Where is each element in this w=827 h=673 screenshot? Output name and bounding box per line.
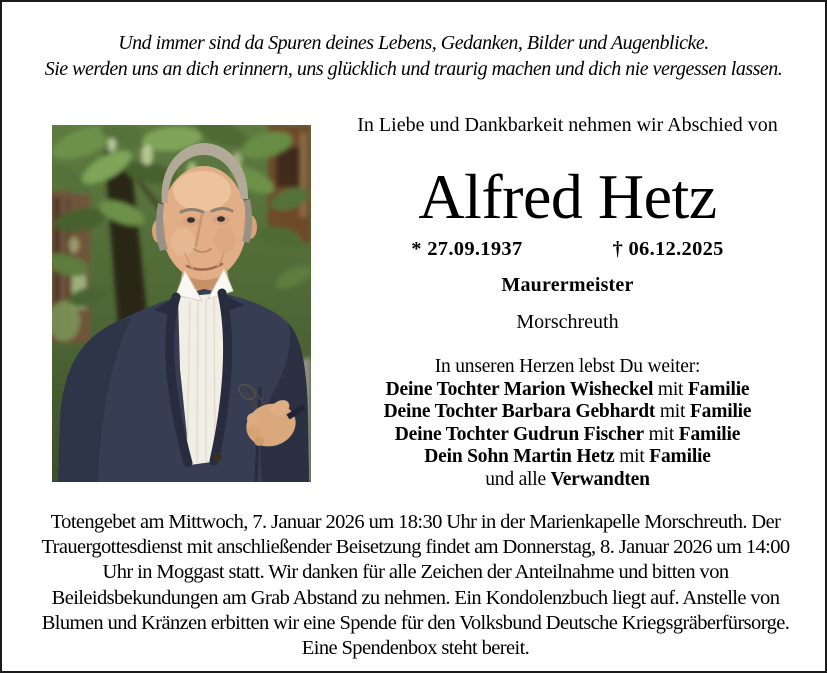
birth-date: * 27.09.1937: [411, 238, 523, 260]
residence: Morschreuth: [516, 311, 619, 333]
mourner-name: Deine Tochter Marion Wisheckel: [385, 378, 654, 400]
mourner-name: Deine Tochter Gudrun Fischer: [394, 423, 644, 445]
deceased-name: Alfred Hetz: [418, 161, 717, 232]
mourner-family: Familie: [687, 378, 750, 400]
mourners-closing-line: [311, 469, 824, 492]
mourner-name: Deine Tochter Barbara Gebhardt: [383, 401, 656, 422]
mourners-intro: In unseren Herzen lebst Du weiter:: [434, 356, 701, 377]
death-date: † 06.12.2025: [612, 238, 724, 260]
epigraph: [2, 30, 825, 82]
mourner-entry: [311, 446, 824, 469]
closing-prefix: und alle: [485, 468, 546, 490]
profession: Maurermeister: [501, 274, 634, 296]
mourner-connector: mit: [659, 401, 686, 422]
mourner-family: Familie: [678, 423, 741, 445]
funeral-details-text: Totengebet am Mittwoch, 7. Januar 2026 um 18:30 Uhr in der Marienkapelle Morschreuth. Der Trauergottesdienst mit anschließender Beisetzung findet am Donnerstag, 8. Januar 2026 um 14:00 Uhr in Moggast statt. Wir danken für alle Zeichen der Anteilnahme und bitten von Beileidsbekundungen am Grab Abstand zu nehmen. Ein Kondolenzbuch liegt auf. Anstelle von Blumen und Kränzen erbitten wir eine Spende für den Volksbund Deutsche Kriegsgräberfürsorge. Eine Spendenbox steht bereit.: [41, 511, 790, 660]
mourner-entry: [311, 401, 824, 424]
announcement-intro: In Liebe und Dankbarkeit nehmen wir Abschied von: [357, 114, 778, 136]
mourner-entry: [311, 379, 824, 402]
mourner-connector: mit: [648, 423, 675, 445]
closing-emphasis: Verwandten: [550, 468, 650, 490]
mourner-name: Dein Sohn Martin Hetz: [424, 446, 615, 467]
mourners-list: [311, 356, 824, 491]
mourner-entry: [311, 424, 824, 447]
mourner-family: Familie: [649, 446, 711, 467]
portrait-photo-illustration: [52, 125, 311, 482]
mourner-family: Familie: [689, 401, 752, 422]
epigraph-line-2: Sie werden uns an dich erinnern, uns glücklich und traurig machen und dich nie vergessen lassen.: [44, 58, 783, 80]
life-dates: [311, 238, 824, 261]
portrait-photo: [52, 125, 311, 482]
mourner-connector: mit: [657, 378, 684, 400]
mourner-connector: mit: [619, 446, 645, 467]
epigraph-line-1: Und immer sind da Spuren deines Lebens, Gedanken, Bilder und Augenblicke.: [118, 32, 709, 54]
